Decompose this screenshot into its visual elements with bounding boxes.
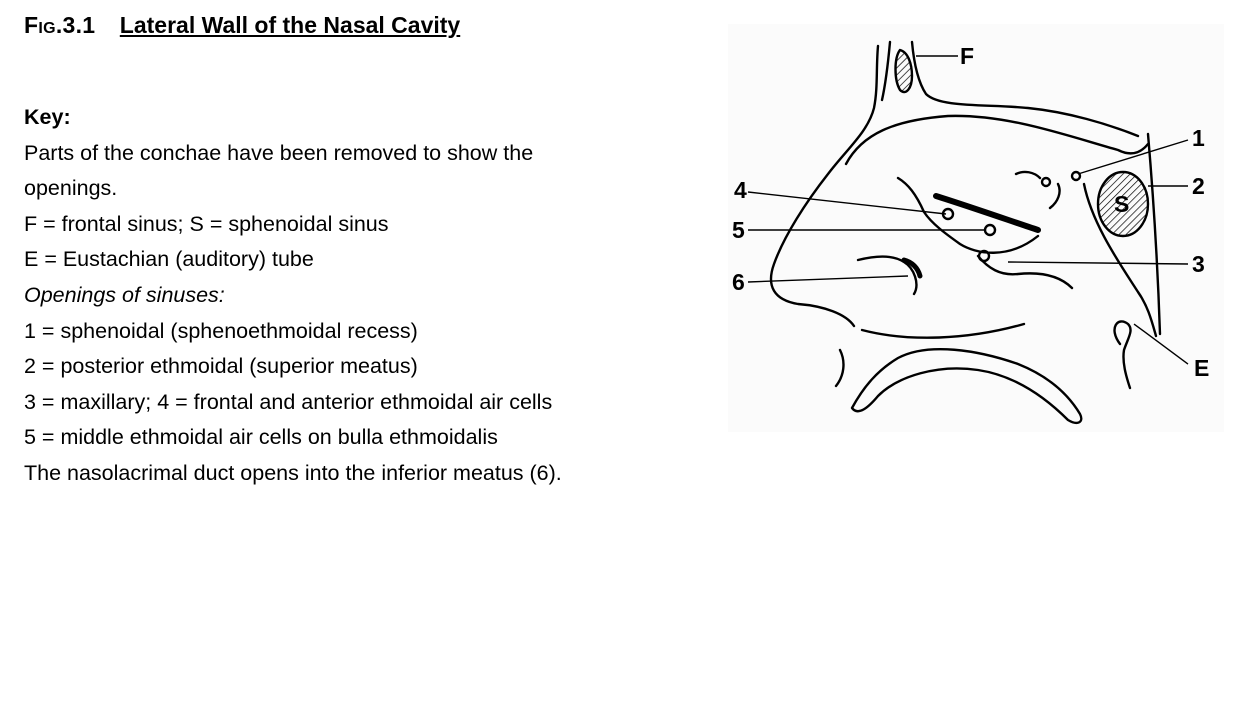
- label-5: 5: [732, 217, 745, 243]
- opening-circle: [985, 225, 995, 235]
- label-F: F: [960, 43, 975, 69]
- frontal-sinus-outline: [896, 50, 913, 92]
- label-1: 1: [1192, 125, 1205, 151]
- key-heading: Key:: [24, 105, 71, 129]
- openings-heading: Openings of sinuses:: [24, 282, 225, 307]
- hard-palate-outline: [862, 324, 1024, 338]
- label-4: 4: [734, 177, 747, 203]
- middle-concha-outline: [898, 178, 1038, 253]
- key-line: Parts of the conchae have been removed to show the: [24, 140, 534, 165]
- label-S: S: [1114, 191, 1130, 217]
- opening-circle: [1042, 178, 1050, 186]
- oral-floor-outline: [852, 349, 1081, 423]
- eustachian-tube-outline: [1115, 321, 1131, 388]
- label-E: E: [1194, 355, 1210, 381]
- diagram-svg: [728, 24, 1224, 432]
- superior-concha-outline: [1016, 172, 1060, 208]
- figure-title-row: [24, 12, 460, 39]
- leader-3: [1008, 262, 1188, 264]
- opening-line: 1 = sphenoidal (sphenoethmoidal recess): [24, 318, 418, 343]
- key-line: openings.: [24, 176, 118, 201]
- opening-line: 3 = maxillary; 4 = frontal and anterior ethmoidal air cells: [24, 389, 553, 414]
- nasal-bone-outline: [771, 46, 878, 326]
- label-2: 2: [1192, 173, 1205, 199]
- middle-meatus-outline: [978, 256, 1072, 288]
- key-line: E = Eustachian (auditory) tube: [24, 247, 314, 272]
- label-3: 3: [1192, 251, 1205, 277]
- leader-1: [1078, 140, 1188, 174]
- key-panel: [24, 100, 714, 492]
- figure-label: Fig.3.1: [24, 12, 96, 38]
- label-6: 6: [732, 269, 745, 295]
- key-line: F = frontal sinus; S = sphenoidal sinus: [24, 211, 389, 236]
- sphenoid-wall-outline: [1148, 134, 1160, 334]
- figure-title: Lateral Wall of the Nasal Cavity: [119, 12, 461, 38]
- frontal-bone-outline: [882, 42, 890, 100]
- opening-line: 2 = posterior ethmoidal (superior meatus): [24, 354, 418, 379]
- opening-line: The nasolacrimal duct opens into the inferior meatus (6).: [24, 460, 562, 485]
- nasal-cavity-diagram: [728, 24, 1224, 432]
- lip-outline: [836, 350, 843, 386]
- opening-line: 5 = middle ethmoidal air cells on bulla ethmoidalis: [24, 425, 498, 450]
